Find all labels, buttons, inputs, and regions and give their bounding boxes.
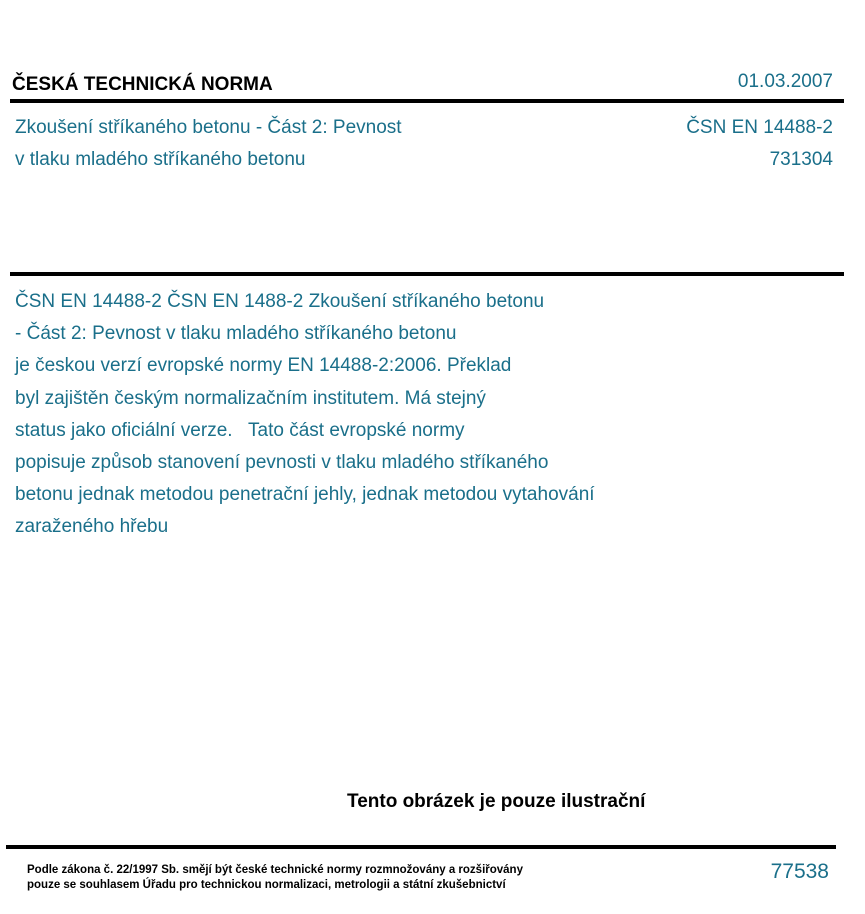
legal-notice-line-2: pouze se souhlasem Úřadu pro technickou normalizaci, metrologii a státní zkušebnictví bbox=[27, 879, 506, 891]
title-divider bbox=[10, 272, 844, 276]
class-code: 731304 bbox=[769, 149, 833, 170]
abstract-line: byl zajištěn českým normalizačním institutem. Má stejný bbox=[15, 387, 486, 409]
abstract-line: betonu jednak metodou penetrační jehly, jednak metodou vytahování bbox=[15, 484, 595, 506]
catalog-number: 77538 bbox=[770, 860, 829, 883]
abstract-line: ČSN EN 14488-2 ČSN EN 1488-2 Zkoušení stříkaného betonu bbox=[15, 291, 545, 312]
abstract-line: je českou verzí evropské normy EN 14488-2:2006. Překlad bbox=[15, 355, 512, 377]
document-title-line-1: Zkoušení stříkaného betonu - Část 2: Pevnost bbox=[15, 117, 402, 138]
abstract bbox=[15, 286, 595, 544]
legal-notice-line-1: Podle zákona č. 22/1997 Sb. smějí být české technické normy rozmnožovány a rozšiřovány bbox=[27, 864, 523, 876]
standard-number: ČSN EN 14488-2 bbox=[686, 117, 833, 138]
abstract-line: - Část 2: Pevnost v tlaku mladého stříkaného betonu bbox=[15, 323, 457, 345]
illustrative-note: Tento obrázek je pouze ilustrační bbox=[347, 791, 646, 812]
norm-type-heading: ČESKÁ TECHNICKÁ NORMA bbox=[12, 74, 273, 95]
issue-date: 01.03.2007 bbox=[737, 71, 833, 92]
abstract-line: popisuje způsob stanovení pevnosti v tlaku mladého stříkaného bbox=[15, 451, 549, 473]
document-title-line-2: v tlaku mladého stříkaného betonu bbox=[15, 149, 306, 170]
footer-divider bbox=[6, 845, 836, 849]
header-divider bbox=[10, 99, 844, 103]
abstract-line: zaraženého hřebu bbox=[15, 516, 169, 538]
abstract-line: status jako oficiální verze. Tato část evropské normy bbox=[15, 419, 465, 441]
